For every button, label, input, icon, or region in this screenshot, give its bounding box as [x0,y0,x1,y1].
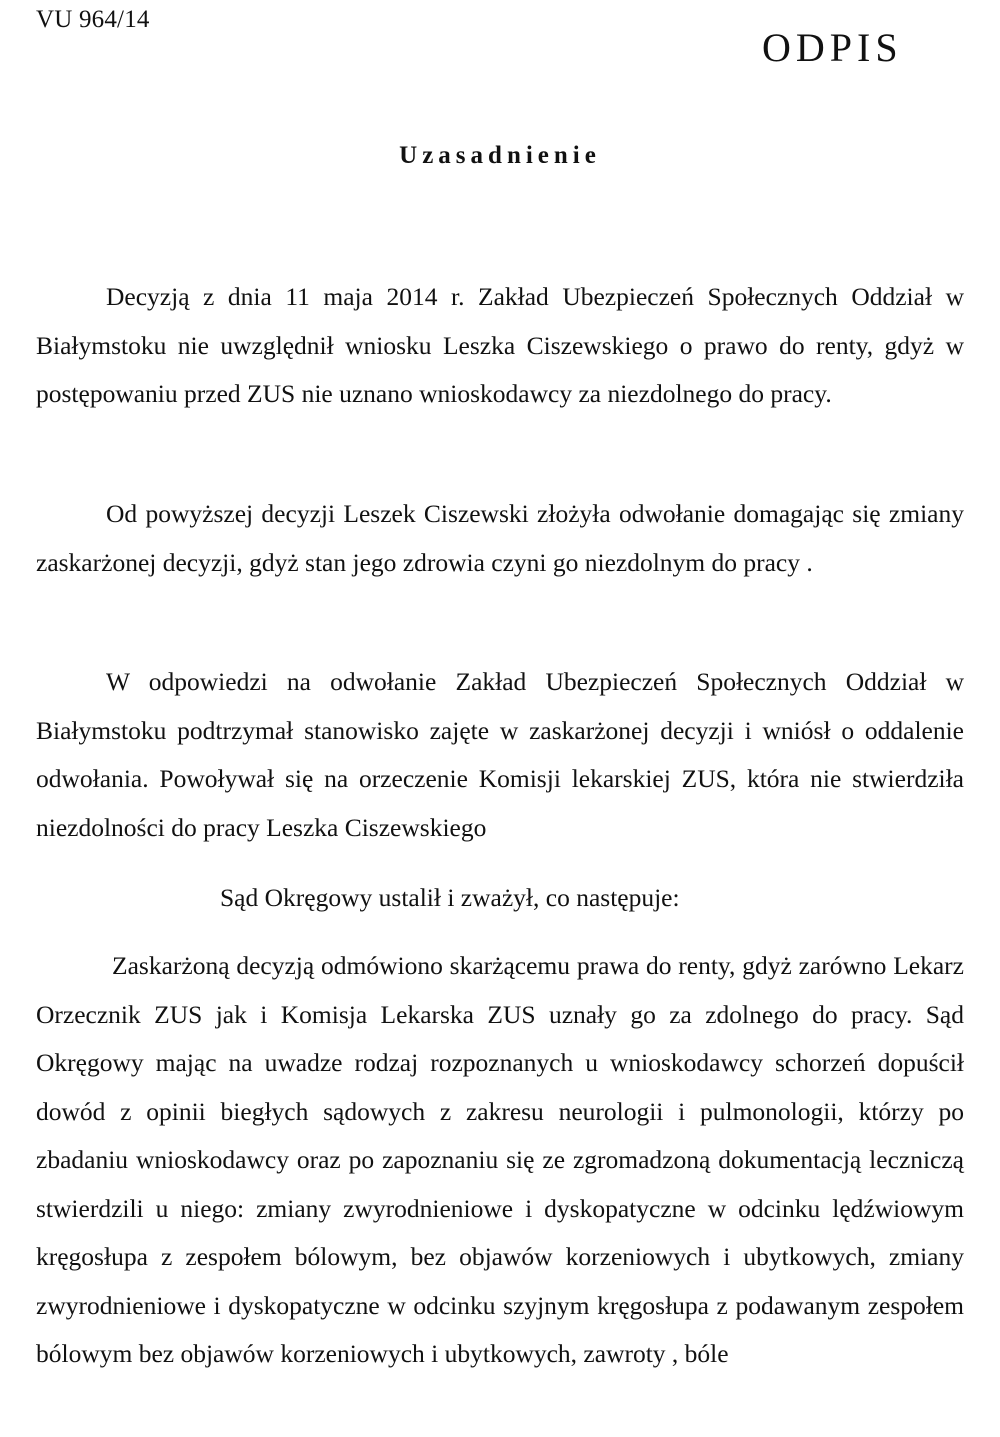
paragraph-decision: Decyzją z dnia 11 maja 2014 r. Zakład Ubezpieczeń Społecznych Oddział w Białymstoku nie uwzględnił wniosku Leszka Ciszewskiego o prawo do renty, gdyż w postępowaniu przed ZUS nie uznano wnioskodawcy za niezdolnego do pracy. [36,282,964,408]
document-title: Uzasadnienie [399,142,601,169]
paragraph-appeal: Od powyższej decyzji Leszek Ciszewski złożyła odwołanie domagając się zmiany zaskarżonej decyzji, gdyż stan jego zdrowia czyni go niezdolnym do pracy . [36,499,964,577]
paragraph-response: W odpowiedzi na odwołanie Zakład Ubezpieczeń Społecznych Oddział w Białymstoku podtrzymał stanowisko zajęte w zaskarżonej decyzji i wniósł o oddalenie odwołania. Powoływał się na orzeczenie Komisji lekarskiej ZUS, która nie stwierdziła niezdolności do pracy Leszka Ciszewskiego [36,667,964,842]
paragraph-findings: Zaskarżoną decyzją odmówiono skarżącemu prawa do renty, gdyż zarówno Lekarz Orzecznik ZUS jak i Komisja Lekarska ZUS uznały go za zdolnego do pracy. Sąd Okręgowy mając na uwadze rodzaj rozpoznanych u wnioskodawcy schorzeń dopuścił dowód z opinii biegłych sądowych z zakresu neurologii i pulmonologii, którzy po zbadaniu wnioskodawcy oraz po zapoznaniu się ze zgromadzoną dokumentacją leczniczą stwierdzili u niego: zmiany zwyrodnieniowe i dyskopatyczne w odcinku lędźwiowym kręgosłupa z zespołem bólowym, bez objawów korzeniowych i ubytkowych, zmiany zwyrodnieniowe i dyskopatyczne w odcinku szyjnym kręgosłupa z podawanym zespołem bólowym bez objawów korzeniowych i ubytkowych, zawroty , bóle [36,951,964,1368]
case-number: VU 964/14 [36,6,150,33]
court-findings-heading: Sąd Okręgowy ustalił i zważył, co następuje: [220,883,680,912]
copy-stamp: ODPIS [762,25,903,70]
